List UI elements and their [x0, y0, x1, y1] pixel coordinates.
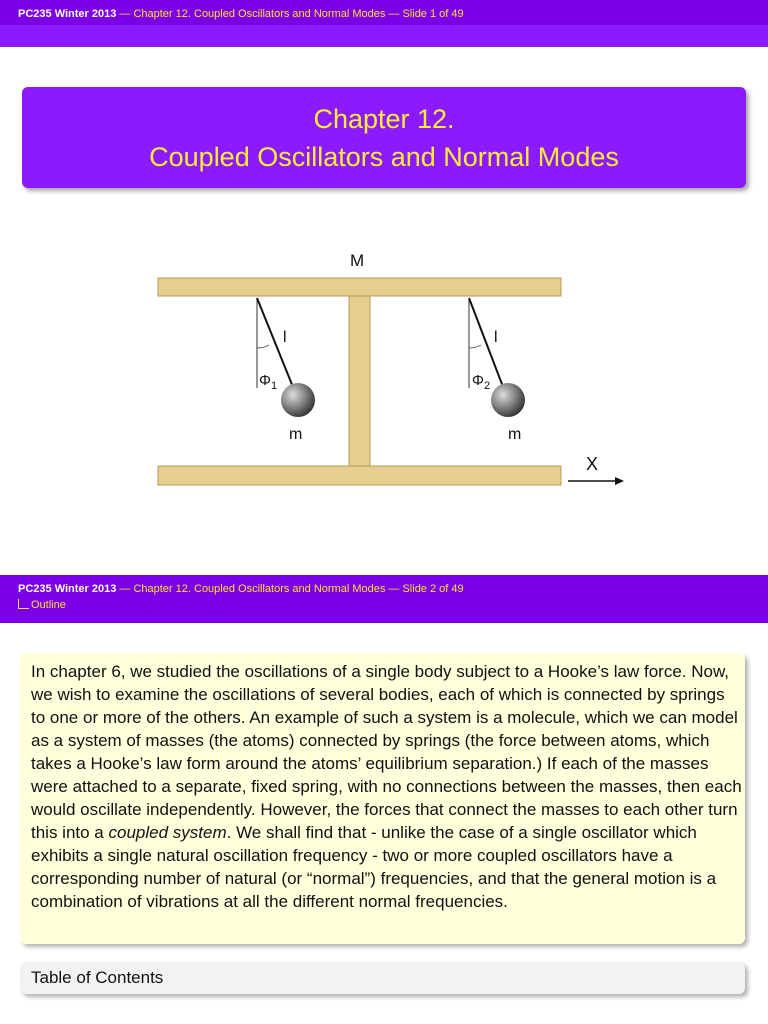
header-line: [18, 581, 464, 597]
label-phi1: $\Phi_1$: [259, 372, 278, 392]
label-x: X: [586, 454, 599, 474]
label-M: M: [350, 251, 365, 270]
label-phi2: $\Phi_2$: [472, 372, 491, 392]
intro-paragraph: [31, 660, 743, 913]
title-line-1: Chapter 12.: [313, 104, 455, 134]
coupled-pendulum-figure: [150, 245, 630, 505]
bottom-beam: [158, 466, 561, 485]
slide-header-1: [0, 0, 768, 47]
pendulum-2-mass: [491, 383, 525, 417]
header-strip: [0, 25, 768, 47]
tree-branch-icon: [18, 599, 29, 609]
table-of-contents-box[interactable]: [20, 962, 745, 994]
intro-emphasis: coupled system: [108, 823, 227, 842]
x-arrow-head: [615, 477, 624, 485]
header-chapter-info: — Chapter 12. Coupled Oscillators and Normal Modes — Slide 2 of 49: [116, 583, 464, 595]
label-l-right: l: [494, 329, 498, 346]
pendulum-1-mass: [281, 383, 315, 417]
title-box: [22, 87, 746, 188]
label-m-left: m: [289, 426, 303, 443]
section-breadcrumb[interactable]: [18, 597, 66, 613]
course-name: PC235 Winter 2013: [18, 8, 117, 20]
intro-text-1: In chapter 6, we studied the oscillations of a single body subject to a Hooke’s law force. Now, we wish to examine the oscillations of several bodies, each of which is connected by springs to one or more of the others. An example of such a system is a molecule, which we can model as a system of masses (the atoms) connected by springs (the force between atoms, which takes a Hooke’s law form around the atoms’ equilibrium separation.) If each of the masses were attached to a separate, fixed spring, with no connections between the masses, then each would oscillate independently. However, the forces that connect the masses to each other turn this into a: [31, 662, 742, 842]
toc-label: Table of Contents: [31, 968, 164, 987]
intro-text-block: [20, 653, 745, 944]
top-beam: [158, 278, 561, 296]
intro-text-2: . We shall find that - unlike the case of a single oscillator which exhibits a single natural oscillation frequency - two or more coupled oscillators have a corresponding number of natural (or “normal”) frequencies, and that the general motion is a combination of vibrations at all the different normal frequencies.: [31, 823, 717, 911]
section-label: Outline: [31, 599, 66, 611]
label-l-left: l: [283, 329, 287, 346]
header-line: [18, 6, 464, 22]
vertical-post: [349, 296, 370, 468]
title-line-2: Coupled Oscillators and Normal Modes: [149, 142, 619, 172]
label-m-right: m: [508, 426, 522, 443]
header-chapter-info: — Chapter 12. Coupled Oscillators and Normal Modes — Slide 1 of 49: [116, 8, 464, 20]
course-name: PC235 Winter 2013: [18, 583, 117, 595]
slide-header-2: [0, 575, 768, 623]
angle-arc-1: [257, 345, 269, 348]
angle-arc-2: [469, 345, 481, 348]
